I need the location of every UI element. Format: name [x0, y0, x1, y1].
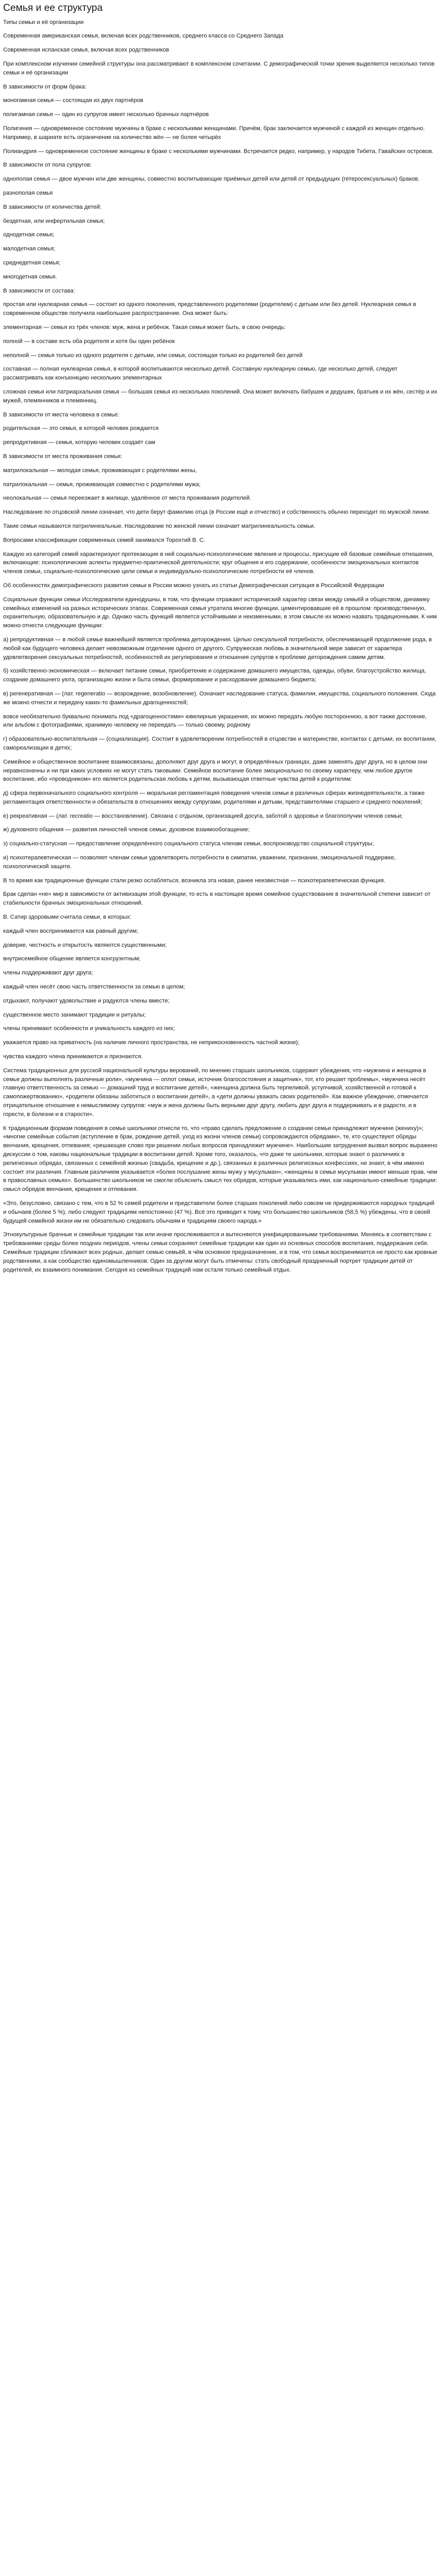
- paragraph: е) рекреативная — (лат. recreatio — восстановление). Связана с отдыхом, организацией досуга, заботой о здоровье и благополучии членов семьи;: [3, 813, 403, 819]
- paragraph: внутрисемейное общение является конгруэнтным;: [3, 956, 141, 962]
- paragraph: «Это, безусловно, связано с тем, что в 52 % семей родители и представители более старших поколений либо совсем не придерживаются народных традиций и обычаев (более 5 %), либо следуют традициям непостоянно (47 %). Всё это приводит к тому, что большинство школьников (58,5 %) убеждены, что в своей будущей семейной жизни им не обязательно следовать обычаям и традициям своего народа.»: [3, 1200, 435, 1224]
- paragraph: отдыхают, получают удовольствие и радуются члены вместе;: [3, 997, 170, 1004]
- paragraph: патрилокальная — семья, проживающая совместно с родителями мужа;: [3, 481, 201, 488]
- paragraph: существенное место занимают традиции и ритуалы;: [3, 1011, 146, 1018]
- paragraph: Полиандрия — одновременное состояние женщины в браке с несколькими мужчинами. Встречается редко, например, у народов Тибета, Гавайских островов.: [3, 148, 434, 155]
- paragraph: Такие семьи называются патрилинеальные. Наследование по женской линии означает матрилинеальность семьи.: [3, 523, 316, 529]
- paragraph: Этнокультурные брачные и семейные традиции так или иначе прослеживаются и вытесняются унифицированными требованиями. Меняясь в соответствии с требованиями среды более поздних периодов, члены семьи сохраняют семейные традиции как один из основных способов воспитания, поддержания себя. Семейные традиции сближают всех родных, делает семью семьёй, в чём основное предназначение, и в том, что семья воспринимается не просто как кровные родственники, а как сообщество единомышленников. Один за другим могут быть отмечены: стать свободный праздничный портрет традиции детей от родителей, их взаимного понимания. Сегодня из семейных традиций нам осталя только семейный отдых.: [3, 1232, 438, 1273]
- paragraph: Современная испанская семья, включая всех родственников: [3, 47, 169, 54]
- page-title: Семья и ее структура: [3, 3, 103, 14]
- paragraph: В зависимости от количества детей:: [3, 204, 102, 210]
- paragraph: Об особенностях демографического развития семьи в России можно узнать из статьи Демографическая ситуация в Российской Федерации: [3, 582, 384, 589]
- paragraph: В зависимости от состава:: [3, 287, 75, 294]
- paragraph: многодетная семья.: [3, 273, 57, 280]
- paragraph: члены поддерживают друг друга;: [3, 970, 93, 976]
- paragraph: малодетная семья;: [3, 246, 56, 252]
- paragraph: Современная американская семья, включая всех родственников, среднего класса со Среднего Запада: [3, 33, 284, 40]
- paragraph: матрилокальная — молодая семья, проживающая с родителями жены,: [3, 467, 197, 474]
- paragraph: разнополая семья: [3, 190, 53, 197]
- paragraph: элементарная — семья из трёх членов: муж, жена и ребёнок. Такая семья может быть, в свою очередь:: [3, 324, 286, 331]
- paragraph: неполной — семья только из одного родителя с детьми, или семья, состоящая только из родителей без детей: [3, 352, 303, 359]
- paragraph: Вопросами классификации современных семей занимался Торохтий В. С.: [3, 537, 206, 543]
- article-body: [3, 18, 438, 1275]
- paragraph: составная — полная нуклеарная семья, в которой воспитываются несколько детей. Составную нуклеарную семью, где несколько детей, следует рассматривать как конъюнкцию нескольких элементарных: [3, 366, 398, 382]
- paragraph: родительская — это семья, в которой человек рождается: [3, 425, 159, 432]
- paragraph: однополая семья — двое мужчин или две женщины, совместно воспитывающие приёмных детей или детей от предыдущих (гетеросексуальных) браков.: [3, 176, 420, 183]
- paragraph: сложная семья или патриархальная семья — большая семья из нескольких поколений. Она может включать бабушек и дедушек, братьев и их жён, сестёр и их мужей, племянников и племянниц.: [3, 389, 437, 404]
- paragraph: репродуктивная — семья, которую человек создаёт сам: [3, 439, 156, 446]
- paragraph: однодетная семья;: [3, 232, 55, 238]
- paragraph: ж) духовного общения — развития личностей членов семьи, духовное взаимообогащение;: [3, 827, 250, 833]
- paragraph: и) психотерапевтическая — позволяет членам семьи удовлетворять потребности в симпатии, уважении, признании, эмоциональной поддержке, психологической защите.: [3, 855, 396, 870]
- paragraph: в) регенеративная — (лат. regeneratio — возрождение, возобновление). Означает наследование статуса, фамилии, имущества, социального положения. Сюда же можно отнести и передачу каких-то фамильных драгоценностей;: [3, 690, 436, 706]
- paragraph: Типы семьи и её организации: [3, 19, 84, 26]
- paragraph: В зависимости от места проживания семьи:: [3, 453, 122, 460]
- paragraph: среднедетная семья;: [3, 260, 61, 267]
- paragraph: В то время как традиционные функции стали резко ослабляться, возникла эта новая, ранее неизвестная — психотерапевтическая функция.: [3, 877, 386, 884]
- paragraph: Социальные функции семьи Исследователи единодушны, в том, что функции отражают исторический характер связи между семьёй и обществом, динамику семейных изменений на разных исторических этапах. Современная семья утратила многие функции, цементировавшие её в прошлом: производственную, охранительную, образовательную и др. Однако часть функций является устойчивыми и неизменными, в этом смысле их можно назвать традиционными. К ним можно отнести следующие функции:: [3, 596, 437, 629]
- paragraph: з) социально-статусная — предоставление определённого социального статуса членам семьи, воспроизводство социальной структуры;: [3, 841, 374, 847]
- paragraph: При комплексном изучении семейной структуры она рассматривают в комплексном сочетании. С демографической точки зрения выделяется несколько типов семьи и её организации: [3, 61, 435, 76]
- paragraph: чувства каждого члена принимаются и признаются.: [3, 1054, 143, 1060]
- paragraph: простая или нуклеарная семья — состоит из одного поколения, представленного родителями (родителем) с детьми или без детей. Нуклеарная семья в современном обществе получила наибольшее распространение. Она может быть:: [3, 301, 417, 317]
- paragraph: вовсе необязательно буквально понимать под «драгоценностями» ювелирные украшения, их можно передать любую постороннюю, а вот также достояние, или альбом с фотографиями, хранимую человеку не переедать — только своему, родному: [3, 713, 427, 729]
- paragraph: К традиционным формам поведения в семье школьники отнесли то, что «право сделать предложение о создании семьи принадлежит мужчине (жениху)»; «многие семейные события (вступление в брак, рождение детей, уход из жизни членов семьи) сопровождаются обрядами», те, кто существуют обряды венчания, крещения, отпевания; «решающее слово при решении любых вопросов принадлежит мужчине». Наибольшие затруднения вызвал вопрос выражено дискуссии о том, каковы национальные традиции в воспитании детей. Кроме того, оказалось, что даже те школьники, которые знают о различиях в религиозных обрядах, связанных с семейной жизнью (свадьба, крещение и др.), связанных в различных религиозных конфессиях, не знают, в чём именно состоит эти различия. Главным различием указывается «более послушание жены мужу у мусульман», «женщины в семье мусульман имеют меньше прав, чем в православных семьях». Большинство школьников не смогли объяснить смысл тех обрядов, которые указывались ими, как национально-семейные традиции: смысл обрядов венчания, крещения и отпевания.: [3, 1125, 437, 1193]
- paragraph: Система традиционных для русской национальной культуры верований, по мнению старших школьников, содержит убеждения, что «мужчина и женщина в семье должны выполнять различные роли», «мужчина — оплот семьи, источник благосостояния и защитник», тот, кто решает проблемы», «мужчина несёт главную ответственность за семью — домашний труд и воспитание детей», «женщина должна быть терпеливой, уступчивой, хозяйственной и готовой к самопожертвованию», «родители обязаны заботиться о воспитании детей», а «дети должны уважать своих родителей». Как важное убеждение, отмечается отрицательное отношение к немыслимому супругов: «муж и жена должны быть верными друг другу, любить друг друга и поддерживать и в радости, и в горести, в болезни и в старости».: [3, 1067, 429, 1118]
- paragraph: г) образовательно-воспитательная — (социализация). Состоит в удовлетворении потребностей в отцовстве и материнстве, контактах с детьми, их воспитании, самореализации в детях;: [3, 736, 436, 751]
- paragraph: Наследование по отцовской линии означает, что дети берут фамилию отца (в России ещё и отчество) и собственность обычно переходит по мужской линии.: [3, 509, 431, 516]
- paragraph: неолокальная — семья переезжает в жилище, удалённое от места проживания родителей.: [3, 495, 251, 502]
- paragraph: Каждую из категорий семей характеризуют протекающие в ней социально-психологические явления и процессы, присущие ей базовые семейные отношения, включающие: психологические аспекты предметно-практической деятельности; круг общения и его содержание, особенности эмоциональных контактов членов семьи, социально-психологические цели семьи и индивидуально-психологические потребности её членов.: [3, 551, 434, 575]
- paragraph: В зависимости от форм брака:: [3, 83, 86, 90]
- paragraph: полной — в составе есть оба родителя и хотя бы один ребёнок: [3, 338, 175, 345]
- paragraph: доверие, честность и открытость являются существенными;: [3, 942, 167, 948]
- paragraph: Брак сделан «не» мир в зависимости от активизации этой функции, то есть в настоящее время семейное существование в значительной степени зависит от стабильности брачных эмоциональных отношений.: [3, 891, 431, 907]
- paragraph: бездетная, или инфертильная семья;: [3, 218, 105, 224]
- paragraph: Семейное и общественное воспитание взаимосвязаны, дополняют друг друга и могут, в определённых границах, даже заменять друг друга, но в целом они неравнозначны и ни при каких условиях не могут стать таковыми. Семейное воспитание более эмоционально по своему характеру, чем любое другое воспитание, ибо «проводником» его является родительская любовь к детям, вызывающая ответные чувства детей к родителям:: [3, 758, 427, 783]
- paragraph: д) сфера первоначального социального контроля — моральная регламентация поведения членов семьи в различных сферах жизнедеятельности, а также регламентация ответственности и обязательств в отношениях между супругами, родителями и детьми, представителями старшего и среднего поколений;: [3, 790, 425, 805]
- paragraph: Полигиния — одновременное состояние мужчины в браке с несколькими женщинами. Причём, брак заключается мужчиной с каждой из женщин отдельно. Например, в шариате есть ограничение на количество жён — не более четырёх: [3, 125, 425, 141]
- paragraph: каждый член воспринимается как равный другим;: [3, 928, 138, 934]
- paragraph: каждый член несёт свою часть ответственности за семью в целом;: [3, 984, 185, 991]
- paragraph: В зависимости от пола супругов:: [3, 162, 92, 169]
- paragraph: а) репродуктивная — в любой семье важнейшей является проблема деторождения. Целью сексуальной потребности, обеспечивающей продолжение рода, в любой как будущего человека делает невозможным отделение одного от другого. Супружеская любовь в значительной мере зависит от характера удовлетворения сексуальных потребностей, особенностей их регулирования и отношения супругов к проблеме деторождения самим детям.: [3, 636, 432, 661]
- paragraph: члены принимают особенности и уникальность каждого из них;: [3, 1025, 175, 1032]
- paragraph: моногамная семья — состоящая из двух партнёров: [3, 97, 144, 104]
- paragraph: В. Сатир здоровыми считала семьи, в которых:: [3, 914, 132, 921]
- paragraph: уважается право на приватность (на наличие личного пространства, не неприкосновенность частной жизни);: [3, 1039, 300, 1046]
- paragraph: В зависимости от места человека в семье:: [3, 411, 119, 418]
- paragraph: б) хозяйственно-экономическая — включает питание семьи, приобретение и содержание домашнего имущества, одежды, обуви, благоустройство жилища, создание домашнего уюта, организацию жизни и быта семьи, формирование и расходование домашнего бюджета;: [3, 668, 426, 683]
- paragraph: полигамная семья — один из супругов имеет несколько брачных партнёров: [3, 111, 209, 118]
